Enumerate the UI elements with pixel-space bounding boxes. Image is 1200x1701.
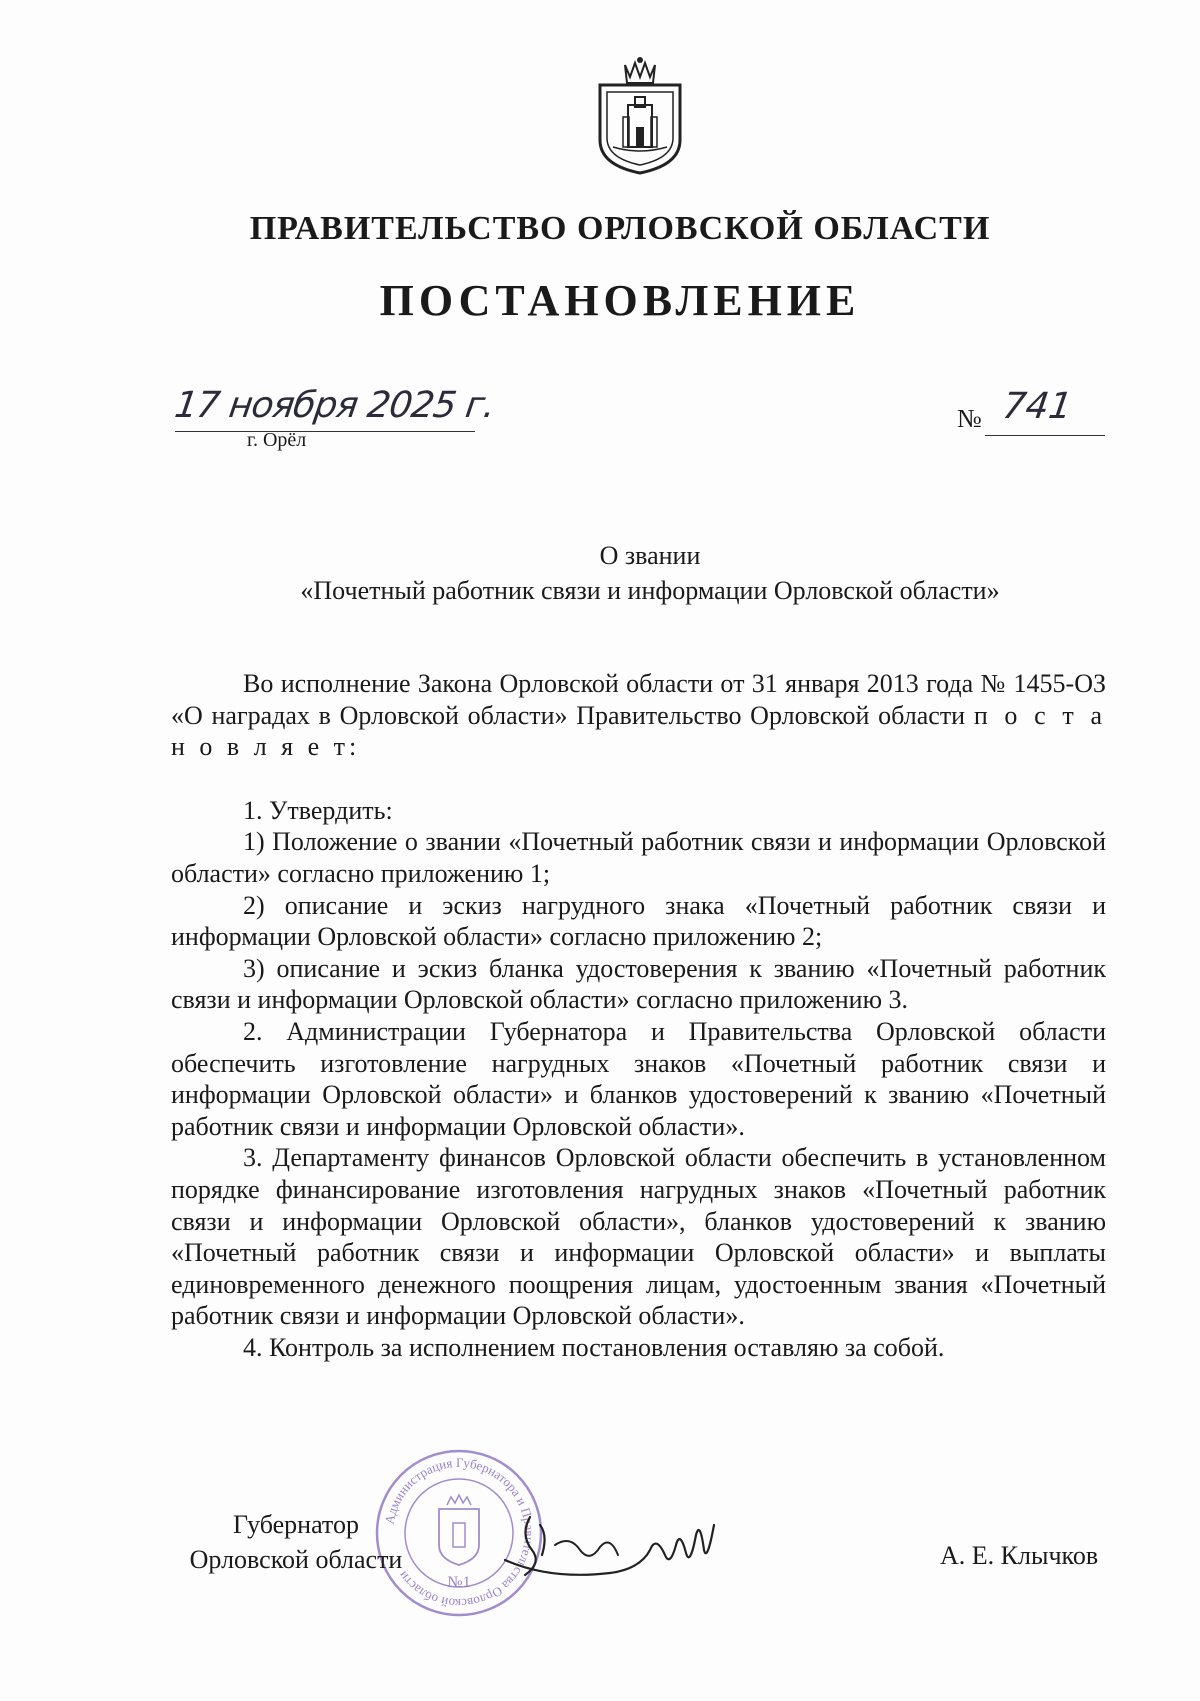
document-type-title: ПОСТАНОВЛЕНИЕ xyxy=(379,276,861,325)
paragraph-2: 2. Администрации Губернатора и Правительства Орловской области обеспечить изготовление нагрудных знаков «Почетный работник связи и информации Орловской области» и бланков удостоверений к званию «Почетный работник связи и информации Орловской области». xyxy=(171,1016,1106,1141)
coat-of-arms-emblem xyxy=(595,55,685,175)
subject-block xyxy=(0,538,1200,608)
svg-text:№1: №1 xyxy=(447,1574,471,1591)
handwritten-document-number: 741 xyxy=(1000,386,1075,427)
city-label: г. Орёл xyxy=(247,429,307,451)
paragraph-1-3: 3) описание и эскиз бланка удостоверения к званию «Почетный работник связи и информации Орловской области» согласно приложению 3. xyxy=(171,953,1106,1015)
signatory-title xyxy=(178,1507,414,1577)
subject-line-1: О звании xyxy=(599,541,701,570)
document-body xyxy=(171,668,1106,1363)
signatory-name: А. Е. Клычков xyxy=(940,1541,1099,1570)
preamble-text: Во исполнение Закона Орловской области от 31 января 2013 года № 1455-ОЗ «О наградах в Орловской области» Правительство Орловской области xyxy=(171,669,1106,730)
signatory-title-line-1: Губернатор xyxy=(233,1510,359,1539)
paragraph-1: 1. Утвердить: xyxy=(243,795,393,825)
paragraph-4: 4. Контроль за исполнением постановления оставляю за собой. xyxy=(243,1332,945,1362)
svg-text:Администрация Губернатора и Пр: Администрация Губернатора и Правительства Орловской области xyxy=(381,1454,538,1612)
paragraph-1-2: 2) описание и эскиз нагрудного знака «Почетный работник связи и информации Орловской области» согласно приложению 2; xyxy=(171,890,1106,952)
handwritten-date: 17 ноября 2025 г. xyxy=(172,385,497,426)
number-sign: № xyxy=(957,404,982,433)
number-underline xyxy=(985,435,1105,436)
organization-title: ПРАВИТЕЛЬСТВО ОРЛОВСКОЙ ОБЛАСТИ xyxy=(249,210,991,247)
preamble-paragraph xyxy=(171,668,1106,763)
signatory-title-line-2: Орловской области xyxy=(189,1545,403,1574)
preamble-decree-word: п о с т а н о в л я е т: xyxy=(171,700,1106,762)
subject-line-2: «Почетный работник связи и информации Орловской области» xyxy=(300,576,1000,605)
handwritten-signature xyxy=(500,1505,720,1600)
paragraph-3: 3. Департаменту финансов Орловской области обеспечить в установленном порядке финансирование изготовления нагрудных знаков «Почетный работник связи и информации Орловской области», бланков удостоверений к званию «Почетный работник связи и информации Орловской области» и выплаты единовременного денежного поощрения лицам, удостоенным звания «Почетный работник связи и информации Орловской области». xyxy=(171,1143,1106,1331)
date-underline xyxy=(175,431,475,432)
paragraph-1-1: 1) Положение о звании «Почетный работник связи и информации Орловской области» согласно приложению 1; xyxy=(171,827,1106,888)
